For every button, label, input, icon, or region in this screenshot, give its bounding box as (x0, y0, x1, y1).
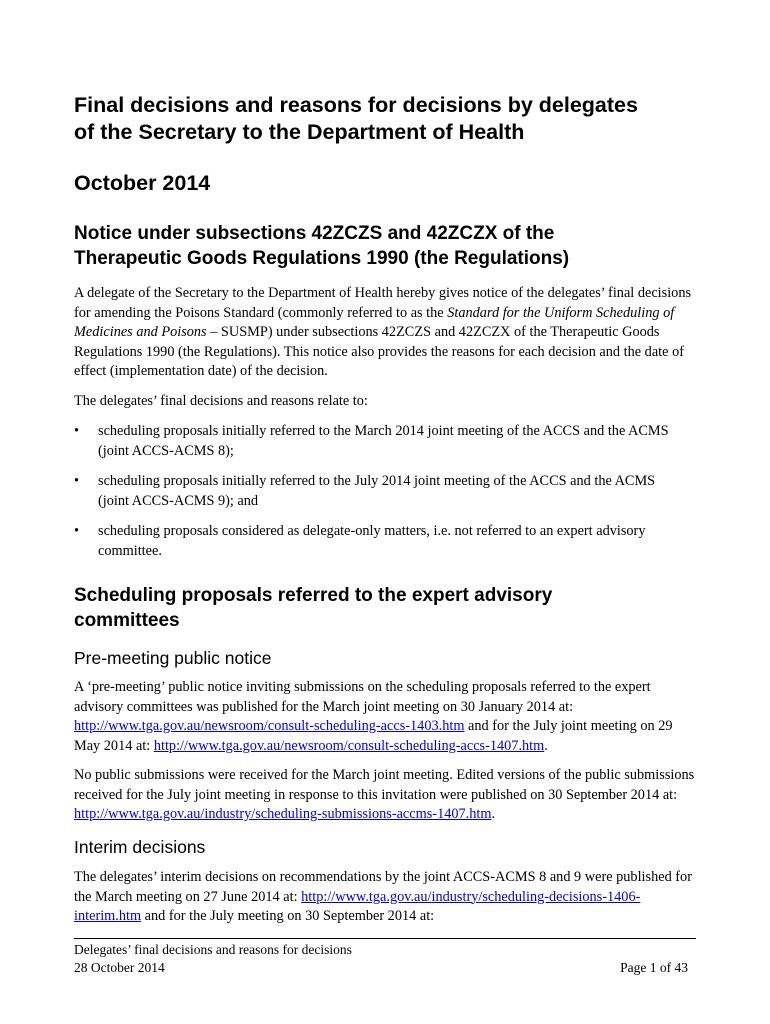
bullet-icon: • (74, 523, 80, 539)
document-title (74, 92, 714, 146)
susmp-title: Standard for the Uniform Scheduling of Medicines and Poisons (74, 304, 675, 340)
interim-heading: Interim decisions (74, 837, 206, 857)
notice-heading-line-2: Therapeutic Goods Regulations 1990 (the Regulations) (74, 248, 570, 269)
section-heading-line-2: committees (74, 610, 180, 631)
footer-divider (74, 938, 696, 939)
interim-decisions-1406-link[interactable]: http://www.tga.gov.au/industry/scheduling-decisions-1406-interim.htm (74, 888, 641, 924)
title-line-2: of the Secretary to the Department of Health (74, 120, 525, 144)
consult-1407-link[interactable]: http://www.tga.gov.au/newsroom/consult-scheduling-accs-1407.htm (153, 737, 545, 754)
premeeting-heading: Pre-meeting public notice (74, 648, 272, 668)
title-line-1: Final decisions and reasons for decisions by delegates (74, 93, 638, 117)
notice-heading (74, 221, 674, 271)
bullet-icon: • (74, 473, 80, 489)
section-heading (74, 583, 674, 633)
footer-document-title: Delegates’ final decisions and reasons for decisions (74, 942, 352, 957)
document-date-heading: October 2014 (74, 171, 211, 195)
bullet-icon: • (74, 423, 80, 439)
notice-heading-line-1: Notice under subsections 42ZCZS and 42ZCZX of the (74, 223, 555, 244)
interim-paragraph: The delegates’ interim decisions on recommendations by the joint ACCS-ACMS 8 and 9 were published for the March meeting on 27 June 2014 at: http://www.tga.gov.au/industry/scheduling-decisions-1406-interim.htm and for the July meeting on 30 September 2014 at: (74, 869, 692, 924)
consult-1403-link[interactable]: http://www.tga.gov.au/newsroom/consult-scheduling-accs-1403.htm (74, 718, 465, 734)
footer-date: 28 October 2014 (74, 960, 165, 975)
list-item-text: scheduling proposals initially referred to the July 2014 joint meeting of the ACCS and the ACMS (joint ACCS-ACMS 9); and (98, 473, 656, 509)
premeeting-paragraph-2: No public submissions were received for the March joint meeting. Edited versions of the public submissions received for the July joint meeting in response to this invitation were published on 30 September 2014 at: http://www.tga.gov.au/industry/scheduling-submissions-accms-1407.htm. (74, 767, 695, 822)
list-item-text: scheduling proposals initially referred to the March 2014 joint meeting of the ACCS and the ACMS (joint ACCS-ACMS 8); (98, 423, 669, 459)
footer-page-number: Page 1 of 43 (620, 960, 688, 975)
submissions-1407-link[interactable]: http://www.tga.gov.au/industry/scheduling-submissions-accms-1407.htm (74, 806, 492, 822)
intro-paragraph: A delegate of the Secretary to the Department of Health hereby gives notice of the delegates’ final decisions for amending the Poisons Standard (commonly referred to as the Standard for the Uniform Scheduling of Medicines and Poisons – SUSMP) under subsections 42ZCZS and 42ZCZX of the Therapeutic Goods Regulations 1990 (the Regulations). This notice also provides the reasons for each decision and the date of effect (implementation date) of the decision. (74, 285, 692, 379)
section-heading-line-1: Scheduling proposals referred to the expert advisory (74, 585, 553, 606)
list-item-text: scheduling proposals considered as delegate-only matters, i.e. not referred to an expert advisory committee. (98, 523, 646, 559)
relate-to-paragraph: The delegates’ final decisions and reasons relate to: (74, 393, 368, 409)
premeeting-paragraph-1: A ‘pre-meeting’ public notice inviting submissions on the scheduling proposals referred to the expert advisory committees was published for the March joint meeting on 30 January 2014 at: http://www.tga.gov.au/newsroom/consult-scheduling-accs-1403.htm and for the July joint meeting on 29 May 2014 at: http://www.tga.gov.au/newsroom/consult-scheduling-accs-1407.htm. (74, 679, 673, 754)
